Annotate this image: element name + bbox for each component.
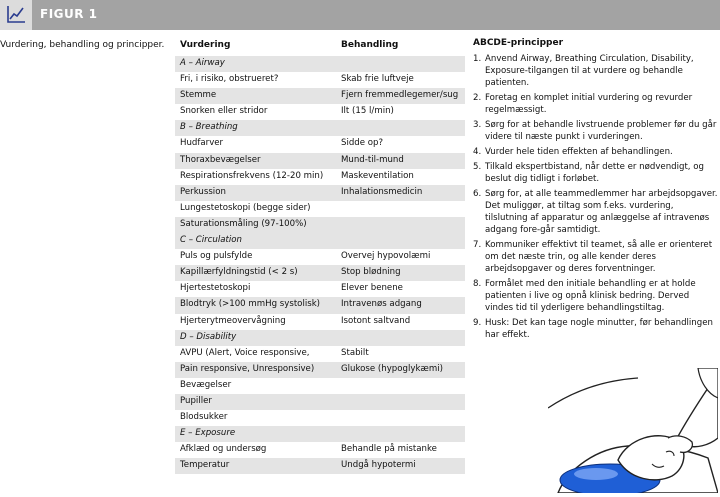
table-row [175, 169, 465, 185]
principle-number: 7. [473, 240, 482, 250]
principle-text: Sørg for at behandle livstruende problemer før du går videre til næste punkt i vurderingen. [485, 120, 717, 142]
behandling-cell: Elever benene [341, 283, 403, 294]
principle-number: 9. [473, 318, 482, 328]
principle-number: 3. [473, 120, 482, 130]
vurdering-cell: Pain responsive, Unresponsive) [180, 363, 315, 374]
vurdering-cell: Stemme [180, 90, 217, 101]
principle-item [473, 146, 718, 158]
behandling-cell: Glukose (hypoglykæmi) [341, 363, 443, 374]
table-row [175, 72, 465, 88]
principle-item [473, 53, 718, 89]
principles-panel [473, 38, 718, 344]
principle-text: Sørg for, at alle teammedlemmer har arbejdsopgaver. Det muliggør, at tiltag som f.eks. vurdering, tilslutning af apparatur og anlæggelse af intravenøs adgang fore-går samtidigt. [485, 189, 718, 235]
principle-number: 5. [473, 162, 482, 172]
behandling-cell: Intravenøs adgang [341, 299, 422, 310]
vurdering-cell: Kapillærfyldningstid (< 2 s) [180, 267, 298, 278]
principle-text: Tilkald ekspertbistand, når dette er nødvendigt, og beslut dig tidligt i forløbet. [485, 162, 704, 184]
principle-text: Foretag en komplet initial vurdering og revurder regelmæssigt. [485, 93, 693, 115]
principle-number: 4. [473, 147, 482, 157]
principles-title: ABCDE-principper [473, 38, 564, 48]
vurdering-cell: E – Exposure [180, 428, 236, 439]
principle-number: 2. [473, 93, 482, 103]
table-body [175, 56, 465, 474]
principle-text: Kommuniker effektivt til teamet, så alle er orienteret om det næste trin, og alle kender deres arbejdsopgaver og deres forventninger. [485, 240, 713, 274]
principle-number: 6. [473, 189, 482, 199]
table-row [175, 217, 465, 233]
table-row [175, 314, 465, 330]
vurdering-cell: Hjerterytmeovervågning [180, 315, 286, 326]
vurdering-cell: Snorken eller stridor [180, 106, 268, 117]
table-row [175, 104, 465, 120]
vurdering-cell: Saturationsmåling (97-100%) [180, 218, 307, 229]
vurdering-cell: Temperatur [180, 460, 230, 471]
vurdering-cell: Respirationsfrekvens (12-20 min) [180, 170, 324, 181]
table-row [175, 201, 465, 217]
vurdering-cell: Thoraxbevægelser [180, 154, 261, 165]
chart-line-icon [0, 0, 32, 30]
table-section-row [175, 330, 465, 346]
table-section-row [175, 426, 465, 442]
table-section-row [175, 56, 465, 72]
vurdering-cell: Blodtryk (>100 mmHg systolisk) [180, 299, 321, 310]
behandling-cell: Stop blødning [341, 267, 401, 278]
table-row [175, 297, 465, 313]
behandling-cell: Fjern fremmedlegemer/sug [341, 90, 459, 101]
table-row [175, 249, 465, 265]
vurdering-cell: Pupiller [180, 395, 212, 406]
vurdering-cell: Fri, i risiko, obstrueret? [180, 74, 279, 85]
behandling-cell: Skab frie luftveje [341, 74, 414, 85]
vurdering-cell: Perkussion [180, 186, 226, 197]
principle-item [473, 188, 718, 236]
table-row [175, 458, 465, 474]
table-row [175, 346, 465, 362]
figure-caption: Vurdering, behandling og principper. [0, 40, 165, 50]
principle-text: Husk: Det kan tage nogle minutter, før behandlingen har effekt. [485, 318, 713, 340]
principle-number: 8. [473, 279, 482, 289]
principles-list [473, 53, 718, 341]
principle-text: Anvend Airway, Breathing Circulation, Disability, Exposure-tilgangen til at vurdere og behandle patienten. [485, 54, 694, 88]
behandling-cell: Sidde op? [341, 138, 384, 149]
behandling-cell: Isotont saltvand [341, 315, 411, 326]
vurdering-cell: C – Circulation [180, 235, 242, 246]
principle-text: Formålet med den initiale behandling er at holde patienten i live og opnå klinisk bedring. Derved vindes tid til yderligere behandlingstiltag. [485, 279, 696, 313]
vurdering-cell: Bevægelser [180, 379, 232, 390]
table-row [175, 442, 465, 458]
table-row [175, 88, 465, 104]
principle-item [473, 278, 718, 314]
principle-text: Vurder hele tiden effekten af behandlingen. [485, 147, 673, 157]
vurdering-cell: D – Disability [180, 331, 237, 342]
table-row [175, 281, 465, 297]
behandling-cell: Behandle på mistanke [341, 444, 437, 455]
figure-header [0, 0, 720, 30]
vurdering-cell: Lungestetoskopi (begge sider) [180, 202, 311, 213]
assessment-table [175, 38, 465, 474]
behandling-cell: Ilt (15 l/min) [341, 106, 394, 117]
table-row [175, 378, 465, 394]
principle-item [473, 92, 718, 116]
table-header [175, 38, 465, 56]
table-row [175, 362, 465, 378]
vurdering-cell: Hudfarver [180, 138, 224, 149]
table-row [175, 394, 465, 410]
principle-item [473, 239, 718, 275]
principle-item [473, 119, 718, 143]
table-row [175, 153, 465, 169]
figure-title: FIGUR 1 [40, 7, 98, 21]
principle-number: 1. [473, 54, 482, 64]
behandling-cell: Undgå hypotermi [341, 460, 416, 471]
table-row [175, 265, 465, 281]
table-section-row [175, 233, 465, 249]
principle-item [473, 317, 718, 341]
column-header-behandling: Behandling [341, 40, 399, 50]
behandling-cell: Overvej hypovolæmi [341, 251, 431, 262]
table-row [175, 136, 465, 152]
patient-illustration [548, 368, 718, 497]
vurdering-cell: Hjertestetoskopi [180, 283, 251, 294]
behandling-cell: Maskeventilation [341, 170, 414, 181]
behandling-cell: Stabilt [341, 347, 369, 358]
vurdering-cell: Puls og pulsfylde [180, 251, 253, 262]
table-row [175, 410, 465, 426]
table-section-row [175, 120, 465, 136]
vurdering-cell: A – Airway [180, 58, 225, 68]
column-header-vurdering: Vurdering [180, 40, 231, 50]
vurdering-cell: B – Breathing [180, 122, 238, 133]
table-row [175, 185, 465, 201]
vurdering-cell: AVPU (Alert, Voice responsive, [180, 347, 310, 358]
behandling-cell: Inhalationsmedicin [341, 186, 423, 197]
vurdering-cell: Blodsukker [180, 412, 228, 423]
vurdering-cell: Afklæd og undersøg [180, 444, 267, 455]
principle-item [473, 161, 718, 185]
behandling-cell: Mund-til-mund [341, 154, 404, 165]
